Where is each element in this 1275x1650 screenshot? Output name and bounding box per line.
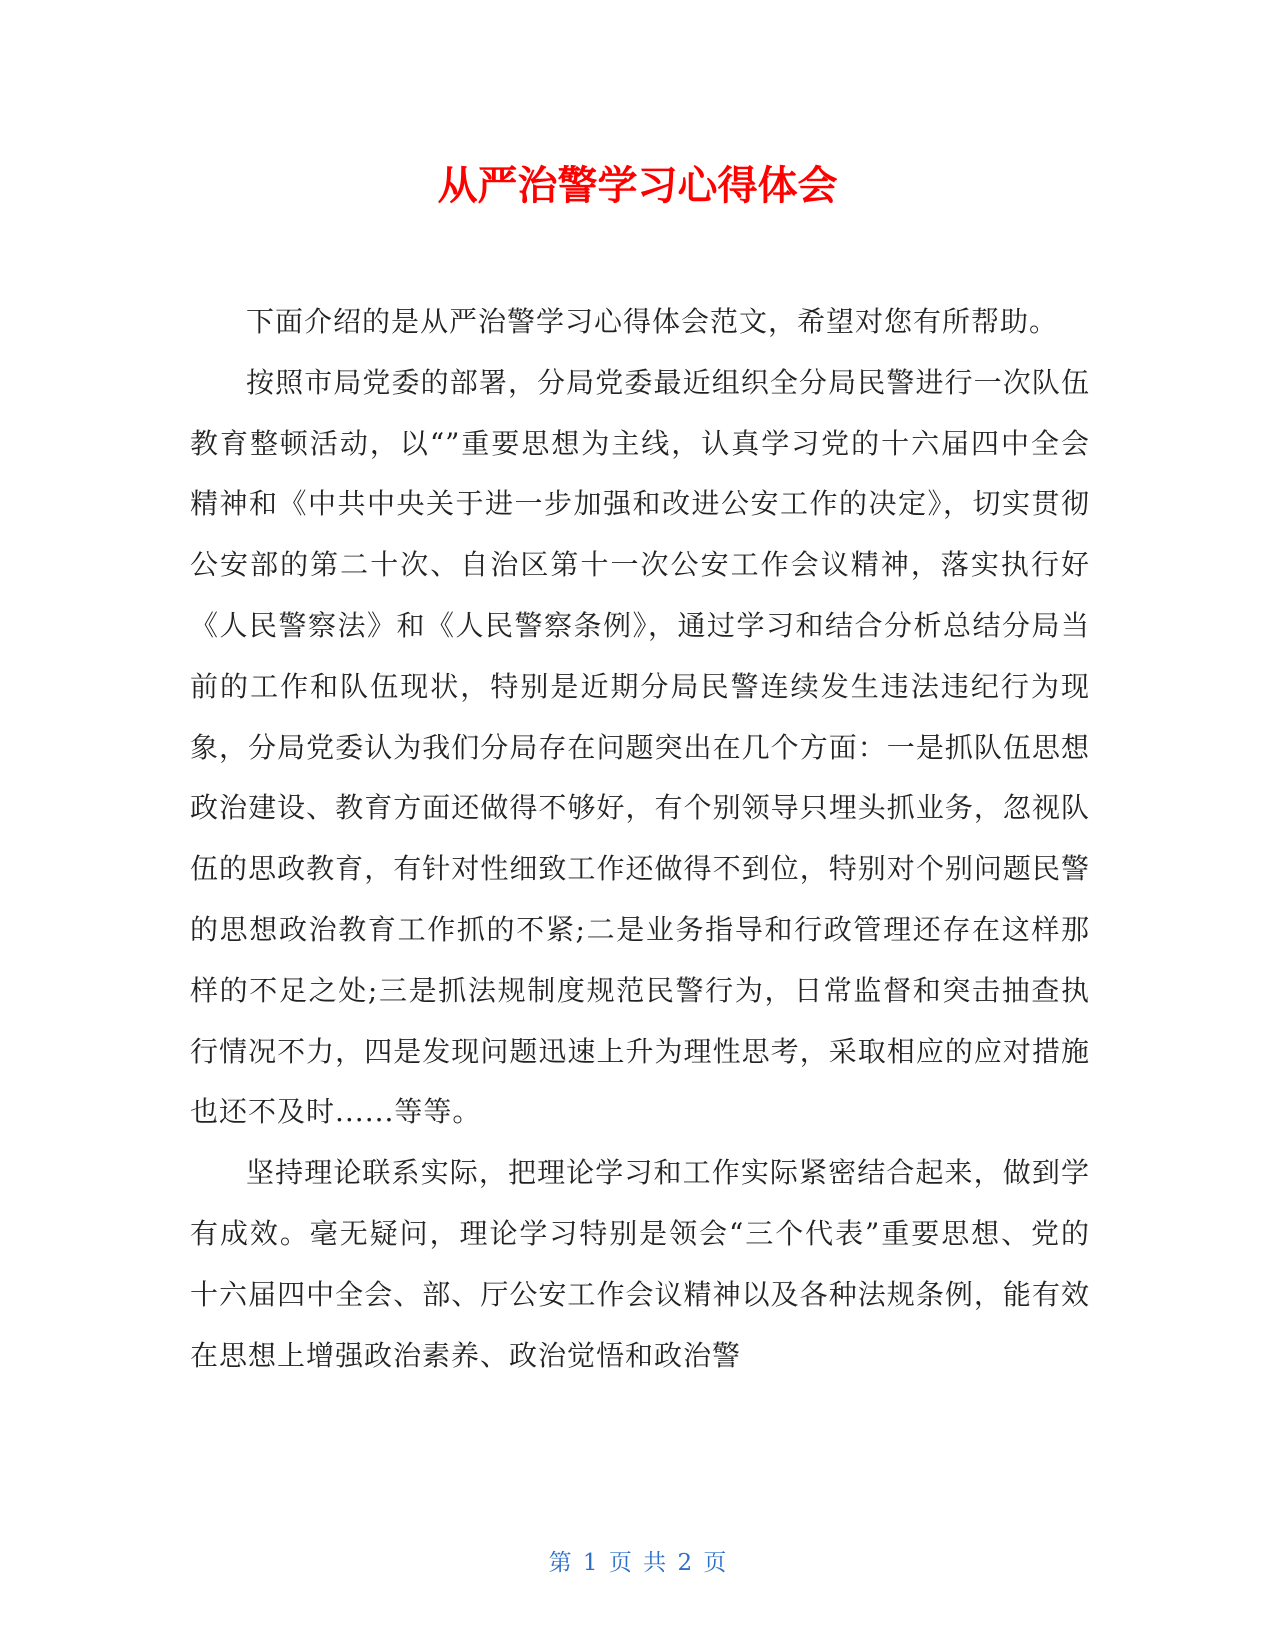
paragraph-theory: 坚持理论联系实际，把理论学习和工作实际紧密结合起来，做到学有成效。毫无疑问，理论学习特别是领会“三个代表”重要思想、党的十六届四中全会、部、厅公安工作会议精神以及各种法规条例，能有效在思想上增强政治素养、政治觉悟和政治警 bbox=[190, 1156, 1090, 1372]
document-body bbox=[190, 292, 1090, 1386]
paragraph-intro: 下面介绍的是从严治警学习心得体会范文，希望对您有所帮助。 bbox=[246, 305, 1059, 338]
page-number-footer: 第 1 页 共 2 页 bbox=[548, 1550, 727, 1576]
paragraph-background: 按照市局党委的部署，分局党委最近组织全分局民警进行一次队伍教育整顿活动，以“”重要思想为主线，认真学习党的十六届四中全会精神和《中共中央关于进一步加强和改进公安工作的决定》，切实贯彻公安部的第二十次、自治区第十一次公安工作会议精神，落实执行好《人民警察法》和《人民警察条例》，通过学习和结合分析总结分局当前的工作和队伍现状，特别是近期分局民警连续发生违法违纪行为现象，分局党委认为我们分局存在问题突出在几个方面：一是抓队伍思想政治建设、教育方面还做得不够好，有个别领导只埋头抓业务，忽视队伍的思政教育，有针对性细致工作还做得不到位，特别对个别问题民警的思想政治教育工作抓的不紧;二是业务指导和行政管理还存在这样那样的不足之处;三是抓法规制度规范民警行为，日常监督和突击抽查执行情况不力，四是发现问题迅速上升为理性思考，采取相应的应对措施也还不及时......等等。 bbox=[190, 365, 1090, 1129]
document-title: 从严治警学习心得体会 bbox=[437, 163, 838, 209]
